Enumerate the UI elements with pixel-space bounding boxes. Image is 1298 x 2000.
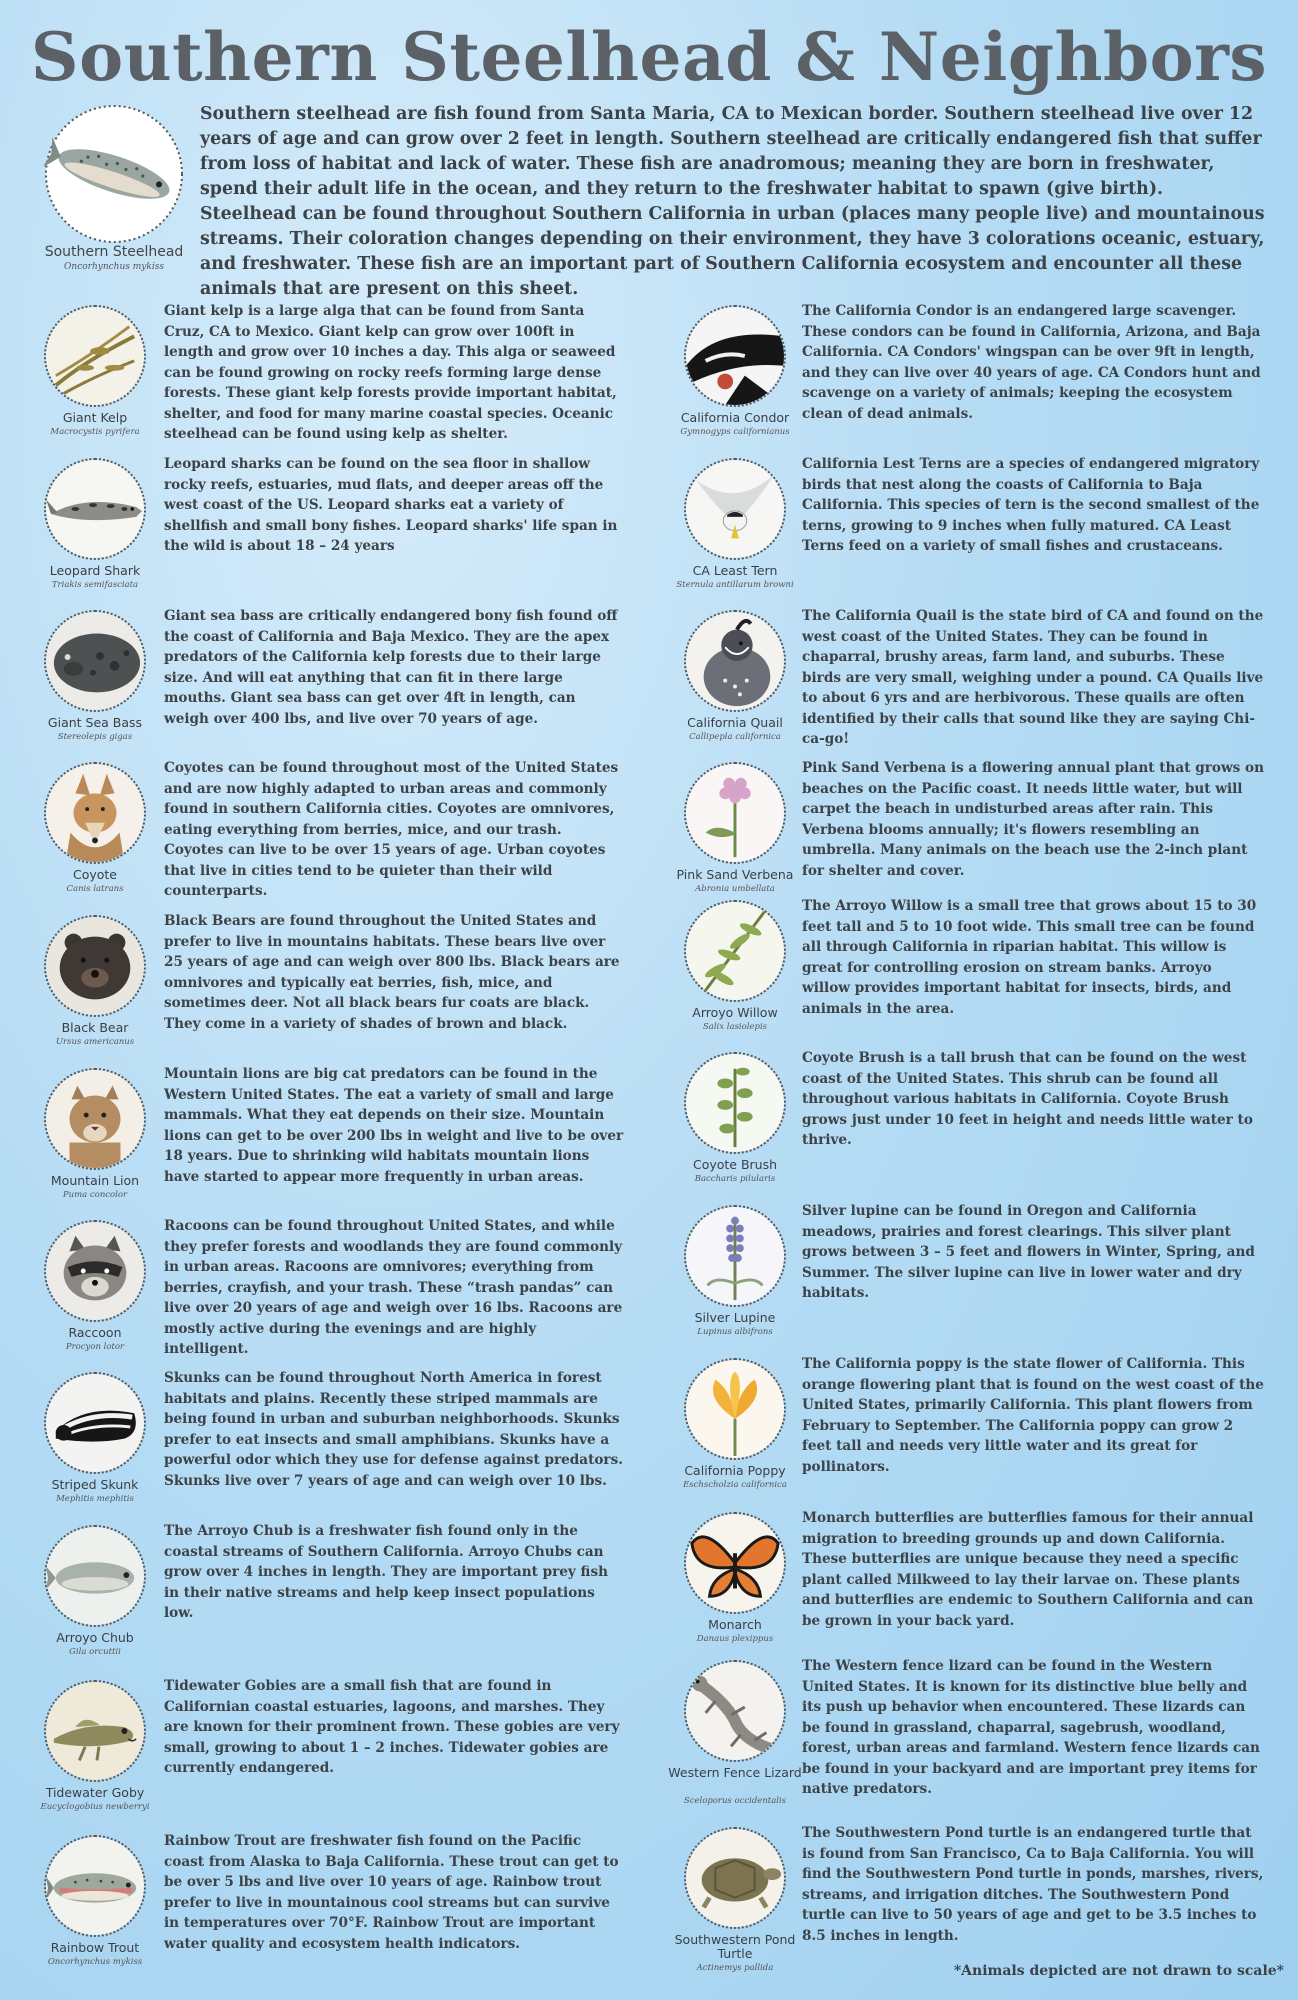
condor-icon (684, 305, 786, 407)
species-description: Giant kelp is a large alga that can be found from Santa Cruz, CA to Mexico. Giant kelp can grow over 100ft in length and grow over 10 inches a day. This alga or seaweed can be found growing on rocky reefs forming large dense forests. These giant kelp forests provide important habitat, shelter, and food for many marine coastal species. Oceanic steelhead can be found using kelp as shelter. (164, 303, 617, 442)
species-common-name: Pink Sand Verbena (676, 867, 794, 882)
species-description: The Southwestern Pond turtle is an endangered turtle that is found from San Francisco, Ca to Baja California. You will find the Southwestern Pond turtle in ponds, marshes, rivers, streams, and irrigation ditches. The Southwestern Pond turtle can live to 50 years of age and get to be 3.5 inches to 8.5 inches in length. (802, 1825, 1264, 1944)
species-scientific-name: Puma concolor (62, 1190, 128, 1200)
species-scientific-name: Gila orcuttii (69, 1647, 121, 1657)
monarch-butterfly-icon (684, 1512, 786, 1614)
species-description: Rainbow Trout are freshwater fish found on the Pacific coast from Alaska to Baja California. These trout can get to be over 5 lbs and live over 10 years of age. Rainbow trout prefer to live in mountainous cool streams but can survive in temperatures over 70°F. Rainbow Trout are important water quality and ecosystem health indicators. (164, 1833, 619, 1952)
arroyo-chub-icon (44, 1525, 146, 1627)
species-description: Pink Sand Verbena is a flowering annual plant that grows on beaches on the Pacific coast. It needs little water, but will carpet the beach in undisturbed areas after rain. This Verbena blooms annually; it's flowers resembling an umbrella. Many animals on the beach use the 2-inch plant for shelter and cover. (802, 760, 1264, 879)
species-scientific-name: Sternula antillarum browni (676, 580, 794, 590)
species-common-name: CA Least Tern (692, 563, 778, 578)
species-description: Racoons can be found throughout United States, and while they prefer forests and woodlands they are found commonly in urban areas. Racoons are omnivores; everything from berries, crayfish, and your trash. These “trash pandas” can live over 20 years of age and weigh over 16 lbs. Racoons are mostly active during the evenings and are highly intelligent. (164, 1218, 623, 1357)
species-common-name: Striped Skunk (51, 1477, 139, 1492)
leopard-shark-icon (44, 458, 146, 560)
species-common-name: Mountain Lion (50, 1173, 140, 1188)
verbena-icon (684, 762, 786, 864)
species-scientific-name: Gymnogyps californianus (680, 427, 790, 437)
skunk-icon (44, 1372, 146, 1474)
species-common-name: California Quail (687, 715, 783, 730)
species-common-name: Coyote Brush (692, 1157, 778, 1172)
species-common-name: California Condor (680, 410, 790, 425)
willow-icon (684, 900, 786, 1002)
species-description: Silver lupine can be found in Oregon and California meadows, prairies and forest clearings. This silver plant grows between 3 – 5 feet and flowers in Winter, Spring, and Summer. The silver lupine can live in lower water and dry habitats. (802, 1203, 1255, 1301)
species-scientific-name: Danaus plexippus (696, 1634, 774, 1644)
species-common-name: Tidewater Goby (45, 1785, 145, 1800)
kelp-icon (44, 305, 146, 407)
species-scientific-name: Macrocystis pyrifera (50, 427, 140, 437)
species-scientific-name: Callipepla californica (689, 732, 781, 742)
species-description: The Arroyo Willow is a small tree that grows about 15 to 30 feet tall and 5 to 10 foot wide. This small tree can be found all through California in riparian habitat. This willow is great for controlling erosion on stream banks. Arroyo willow provides important habitat for insects, birds, and animals in the area. (802, 898, 1257, 1017)
species-scientific-name: Triakis semifasciata (51, 580, 139, 590)
species-common-name: Leopard Shark (49, 563, 141, 578)
species-common-name: Western Fence Lizard (668, 1765, 802, 1780)
scale-footnote: *Animals depicted are not drawn to scale* (953, 1963, 1284, 1979)
species-description: The California poppy is the state flower of California. This orange flowering plant that is found on the west coast of the United States, primarily California. This plant flowers from February to September. The California poppy can grow 2 feet tall and needs very little water and its great for pollinators. (802, 1356, 1264, 1475)
species-common-name: Rainbow Trout (50, 1940, 140, 1955)
poppy-icon (684, 1358, 786, 1460)
species-common-name: Giant Kelp (62, 410, 128, 425)
species-description: The California Condor is an endangered large scavenger. These condors can be found in California, Arizona, and Baja California. CA Condors' wingspan can be over 9ft in length, and they can live over 40 years of age. CA Condors hunt and scavenge on a variety of animals; keeping the ecosystem clean of dead animals. (802, 303, 1261, 422)
species-scientific-name: Abronia umbellata (695, 884, 775, 894)
species-common-name: California Poppy (684, 1463, 786, 1478)
species-scientific-name: Eschscholzia californica (683, 1480, 787, 1490)
species-description: Skunks can be found throughout North America in forest habitats and plains. Recently these striped mammals are being found in urban and suburban neighborhoods. Skunks prefer to eat insects and small amphibians. Skunks have a powerful odor which they use for defense against predators. Skunks live over 7 years of age and can weigh over 10 lbs. (164, 1370, 623, 1489)
species-description: Coyote Brush is a tall brush that can be found on the west coast of the United States. This shrub can be found all throughout various habitats in California. Coyote Brush grows just under 10 feet in height and needs little water to thrive. (802, 1050, 1253, 1148)
hero-icon-wrap (44, 104, 184, 244)
black-bear-icon (44, 915, 146, 1017)
quail-icon (684, 610, 786, 712)
species-common-name: Monarch (708, 1617, 762, 1632)
tern-icon (684, 458, 786, 560)
coyote-icon (44, 762, 146, 864)
lupine-icon (684, 1205, 786, 1307)
mountain-lion-icon (44, 1068, 146, 1170)
species-description: Giant sea bass are critically endangered bony fish found off the coast of California and Baja Mexico. They are the apex predators of the California kelp forests due to their large size. And will eat anything that can fit in there large mouths. Giant sea bass can get over 4ft in length, can weigh over 400 lbs, and live over 70 years of age. (164, 608, 618, 727)
species-description: Coyotes can be found throughout most of the United States and are now highly adapted to urban areas and commonly found in southern California cities. Coyotes are omnivores, eating everything from berries, mice, and our trash. Coyotes can live to be over 15 years of age. Urban coyotes that live in cities tend to be quieter than their wild counterparts. (164, 760, 619, 899)
species-common-name: Silver Lupine (694, 1310, 776, 1325)
species-scientific-name: Sceloporus occidentalis (683, 1796, 787, 1806)
raccoon-icon (44, 1220, 146, 1322)
pond-turtle-icon (684, 1827, 786, 1929)
species-description: Black Bears are found throughout the United States and prefer to live in mountains habitats. These bears live over 25 years of age and can weigh over 800 lbs. Black bears are omnivores and typically eat berries, fish, mice, and sometimes deer. Not all black bears fur coats are black. They come in a variety of shades of brown and black. (164, 913, 620, 1032)
species-description: Monarch butterflies are butterflies famous for their annual migration to breeding grounds up and down California. These butterflies are unique because they need a specific plant called Milkweed to lay their larvae on. These plants and butterflies are endemic to Southern California and can be grown in your back yard. (802, 1510, 1254, 1629)
species-description: The California Quail is the state bird of CA and found on the west coast of the United States. They can be found in chaparral, brushy areas, farm land, and suburbs. These birds are very small, weighing under a pound. CA Quails live to about 6 yrs and are herbivorous. These quails are often identified by their calls that sound like they are saying Chi-ca-go! (802, 608, 1264, 747)
species-scientific-name: Procyon lotor (65, 1342, 125, 1352)
species-common-name: Giant Sea Bass (47, 715, 143, 730)
coyote-brush-icon (684, 1052, 786, 1154)
species-common-name: Raccoon (68, 1325, 122, 1340)
species-common-name: Black Bear (61, 1020, 129, 1035)
species-common-name: Coyote (72, 867, 117, 882)
hero-scientific-name: Oncorhynchus mykiss (64, 262, 164, 272)
steelhead-fish-icon (44, 104, 184, 244)
species-description: The Arroyo Chub is a freshwater fish found only in the coastal streams of Southern California. Arroyo Chubs can grow over 4 inches in length. They are important prey fish in their native streams and help keep insect populations low. (164, 1523, 608, 1621)
species-scientific-name: Lupinus albifrons (697, 1327, 773, 1337)
species-scientific-name: Salix lasiolepis (702, 1022, 768, 1032)
lizard-icon (684, 1660, 786, 1762)
rainbow-trout-icon (44, 1835, 146, 1937)
species-scientific-name: Canis latrans (66, 884, 124, 894)
species-scientific-name: Ursus americanus (55, 1037, 135, 1047)
goby-icon (44, 1680, 146, 1782)
species-scientific-name: Oncorhynchus mykiss (47, 1957, 143, 1967)
species-scientific-name: Baccharis pilularis (694, 1174, 776, 1184)
sea-bass-icon (44, 610, 146, 712)
species-description: Tidewater Gobies are a small fish that are found in Californian coastal estuaries, lagoons, and marshes. They are known for their prominent frown. These gobies are very small, growing to about 1 – 2 inches. Tidewater gobies are currently endangered. (164, 1678, 620, 1776)
species-description: Leopard sharks can be found on the sea floor in shallow rocky reefs, estuaries, mud flats, and deeper areas off the west coast of the US. Leopard sharks eat a variety of shellfish and small bony fishes. Leopard sharks' life span in the wild is about 18 – 24 years (164, 456, 618, 554)
species-scientific-name: Stereolepis gigas (57, 732, 133, 742)
species-common-name: Arroyo Willow (692, 1005, 778, 1020)
species-description: California Lest Terns are a species of endangered migratory birds that nest along the coasts of California to Baja California. This species of tern is the second smallest of the terns, growing to 9 inches when fully matured. CA Least Terns feed on a variety of small fishes and crustaceans. (802, 456, 1260, 554)
species-scientific-name: Mephitis mephitis (56, 1494, 134, 1504)
species-scientific-name: Actinemys pallida (696, 1963, 774, 1973)
species-common-name: Arroyo Chub (56, 1630, 134, 1645)
page-title: Southern Steelhead & Neighbors (30, 18, 1268, 96)
hero-common-name: Southern Steelhead (44, 244, 184, 260)
species-scientific-name: Eucyclogobius newberryi (40, 1802, 150, 1812)
species-description: The Western fence lizard can be found in the Western United States. It is known for its distinctive blue belly and its push up behavior when encountered. These lizards can be found in grassland, chaparral, sagebrush, woodland, forest, urban areas and farmland. Western fence lizards can be found in your backyard and are important prey items for native predators. (802, 1658, 1260, 1797)
hero-description: Southern steelhead are fish found from Santa Maria, CA to Mexican border. Southern steelhead live over 12 years of age and can grow over 2 feet in length. Southern steelhead are critically endangered fish that suffer from loss of habitat and lack of water. These fish are anadromous; meaning they are born in freshwater, spend their adult life in the ocean, and they return to the freshwater habitat to spawn (give birth). Steelhead can be found throughout Southern California in urban (places many people live) and mountainous streams. Their coloration changes depending on their environment, they have 3 colorations oceanic, estuary, and freshwater. These fish are an important part of Southern California ecosystem and encounter all these animals that are present on this sheet. (200, 104, 1265, 299)
species-description: Mountain lions are big cat predators can be found in the Western United States. The eat a variety of small and large mammals. What they eat depends on their size. Mountain lions can get to be over 200 lbs in weight and live to be over 18 years. Due to shrinking wild habitats mountain lions have started to appear more frequently in urban areas. (164, 1066, 624, 1185)
species-common-name: Southwestern Pond Turtle (674, 1932, 796, 1961)
